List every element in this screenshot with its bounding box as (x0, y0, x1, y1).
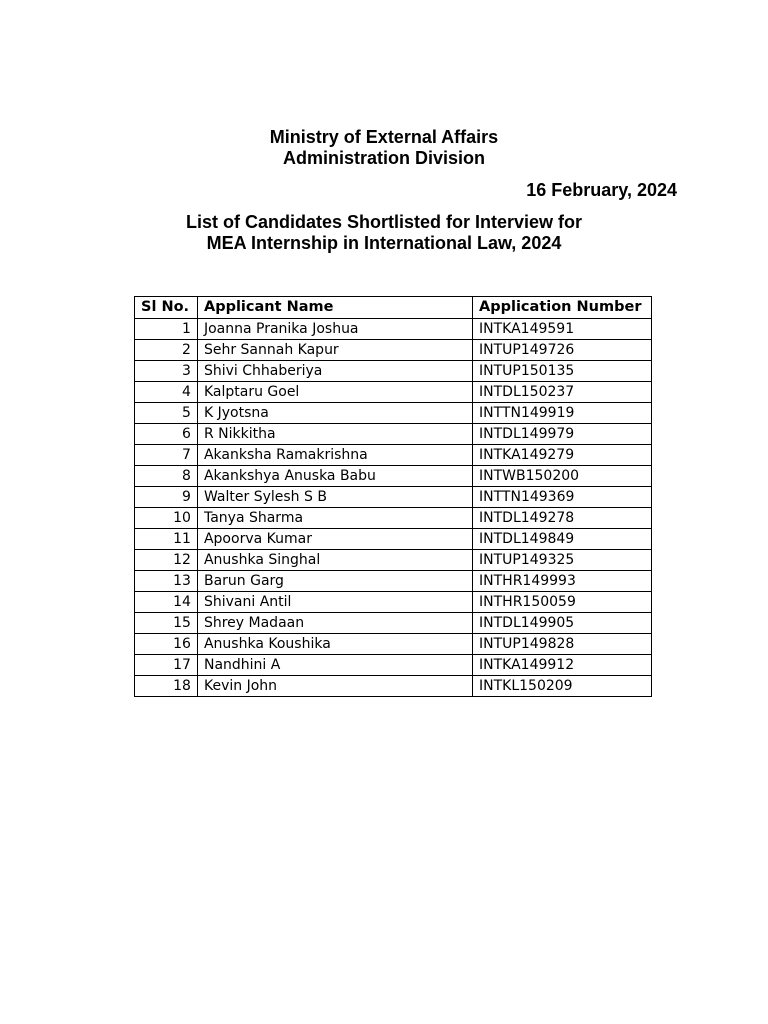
applicant-name-cell: Akankshya Anuska Babu (197, 466, 472, 487)
application-number-cell: INTDL149278 (473, 508, 652, 529)
table-row (135, 466, 652, 487)
applicant-name-cell: Apoorva Kumar (197, 529, 472, 550)
applicant-name-cell: Shrey Madaan (197, 613, 472, 634)
application-number-cell: INTDL149849 (473, 529, 652, 550)
application-number-cell: INTUP149325 (473, 550, 652, 571)
application-number-cell: INTTN149919 (473, 403, 652, 424)
sl-no-cell: 9 (135, 487, 198, 508)
application-number-cell: INTKL150209 (473, 676, 652, 697)
application-number-cell: INTDL150237 (473, 382, 652, 403)
application-number-cell: INTUP149828 (473, 634, 652, 655)
sl-no-cell: 2 (135, 340, 198, 361)
sl-no-cell: 5 (135, 403, 198, 424)
sl-no-cell: 15 (135, 613, 198, 634)
applicant-name-cell: Joanna Pranika Joshua (197, 319, 472, 340)
applicant-name-cell: Anushka Singhal (197, 550, 472, 571)
application-number-cell: INTUP150135 (473, 361, 652, 382)
column-header-sl-no: Sl No. (135, 297, 198, 319)
application-number-cell: INTTN149369 (473, 487, 652, 508)
table-row (135, 319, 652, 340)
applicant-name-cell: Kalptaru Goel (197, 382, 472, 403)
applicant-name-cell: Nandhini A (197, 655, 472, 676)
table-row (135, 382, 652, 403)
applicant-name-cell: Kevin John (197, 676, 472, 697)
table-row (135, 340, 652, 361)
application-number-cell: INTUP149726 (473, 340, 652, 361)
sl-no-cell: 4 (135, 382, 198, 403)
applicant-name-cell: Sehr Sannah Kapur (197, 340, 472, 361)
table-row (135, 508, 652, 529)
table-row (135, 592, 652, 613)
sl-no-cell: 13 (135, 571, 198, 592)
application-number-cell: INTKA149912 (473, 655, 652, 676)
column-header-applicant-name: Applicant Name (197, 297, 472, 319)
sl-no-cell: 17 (135, 655, 198, 676)
title-line-2: MEA Internship in International Law, 2024 (206, 233, 562, 253)
table-row (135, 361, 652, 382)
sl-no-cell: 12 (135, 550, 198, 571)
sl-no-cell: 16 (135, 634, 198, 655)
applicant-name-cell: Anushka Koushika (197, 634, 472, 655)
applicant-name-cell: R Nikkitha (197, 424, 472, 445)
application-number-cell: INTDL149979 (473, 424, 652, 445)
candidates-table (134, 296, 652, 697)
sl-no-cell: 10 (135, 508, 198, 529)
title-line-1: List of Candidates Shortlisted for Interview for (185, 212, 583, 232)
table-row (135, 487, 652, 508)
sl-no-cell: 1 (135, 319, 198, 340)
sl-no-cell: 14 (135, 592, 198, 613)
applicant-name-cell: Barun Garg (197, 571, 472, 592)
document-date: 16 February, 2024 (526, 180, 677, 200)
application-number-cell: INTDL149905 (473, 613, 652, 634)
application-number-cell: INTKA149591 (473, 319, 652, 340)
table-row (135, 550, 652, 571)
application-number-cell: INTKA149279 (473, 445, 652, 466)
document-title (0, 212, 768, 254)
sl-no-cell: 6 (135, 424, 198, 445)
sl-no-cell: 18 (135, 676, 198, 697)
table-row (135, 445, 652, 466)
applicant-name-cell: Walter Sylesh S B (197, 487, 472, 508)
applicant-name-cell: Tanya Sharma (197, 508, 472, 529)
table-row (135, 613, 652, 634)
table-row (135, 634, 652, 655)
organization-name: Ministry of External Affairs (269, 127, 499, 147)
sl-no-cell: 11 (135, 529, 198, 550)
table-row (135, 676, 652, 697)
table-row (135, 571, 652, 592)
application-number-cell: INTWB150200 (473, 466, 652, 487)
application-number-cell: INTHR150059 (473, 592, 652, 613)
document-header (0, 127, 768, 169)
table-row (135, 529, 652, 550)
applicant-name-cell: Shivani Antil (197, 592, 472, 613)
applicant-name-cell: Akanksha Ramakrishna (197, 445, 472, 466)
sl-no-cell: 3 (135, 361, 198, 382)
table-row (135, 403, 652, 424)
sl-no-cell: 7 (135, 445, 198, 466)
table-header-row (135, 297, 652, 319)
table-row (135, 424, 652, 445)
table-row (135, 655, 652, 676)
sl-no-cell: 8 (135, 466, 198, 487)
application-number-cell: INTHR149993 (473, 571, 652, 592)
column-header-application-number: Application Number (473, 297, 652, 319)
applicant-name-cell: Shivi Chhaberiya (197, 361, 472, 382)
applicant-name-cell: K Jyotsna (197, 403, 472, 424)
division-name: Administration Division (282, 148, 486, 168)
